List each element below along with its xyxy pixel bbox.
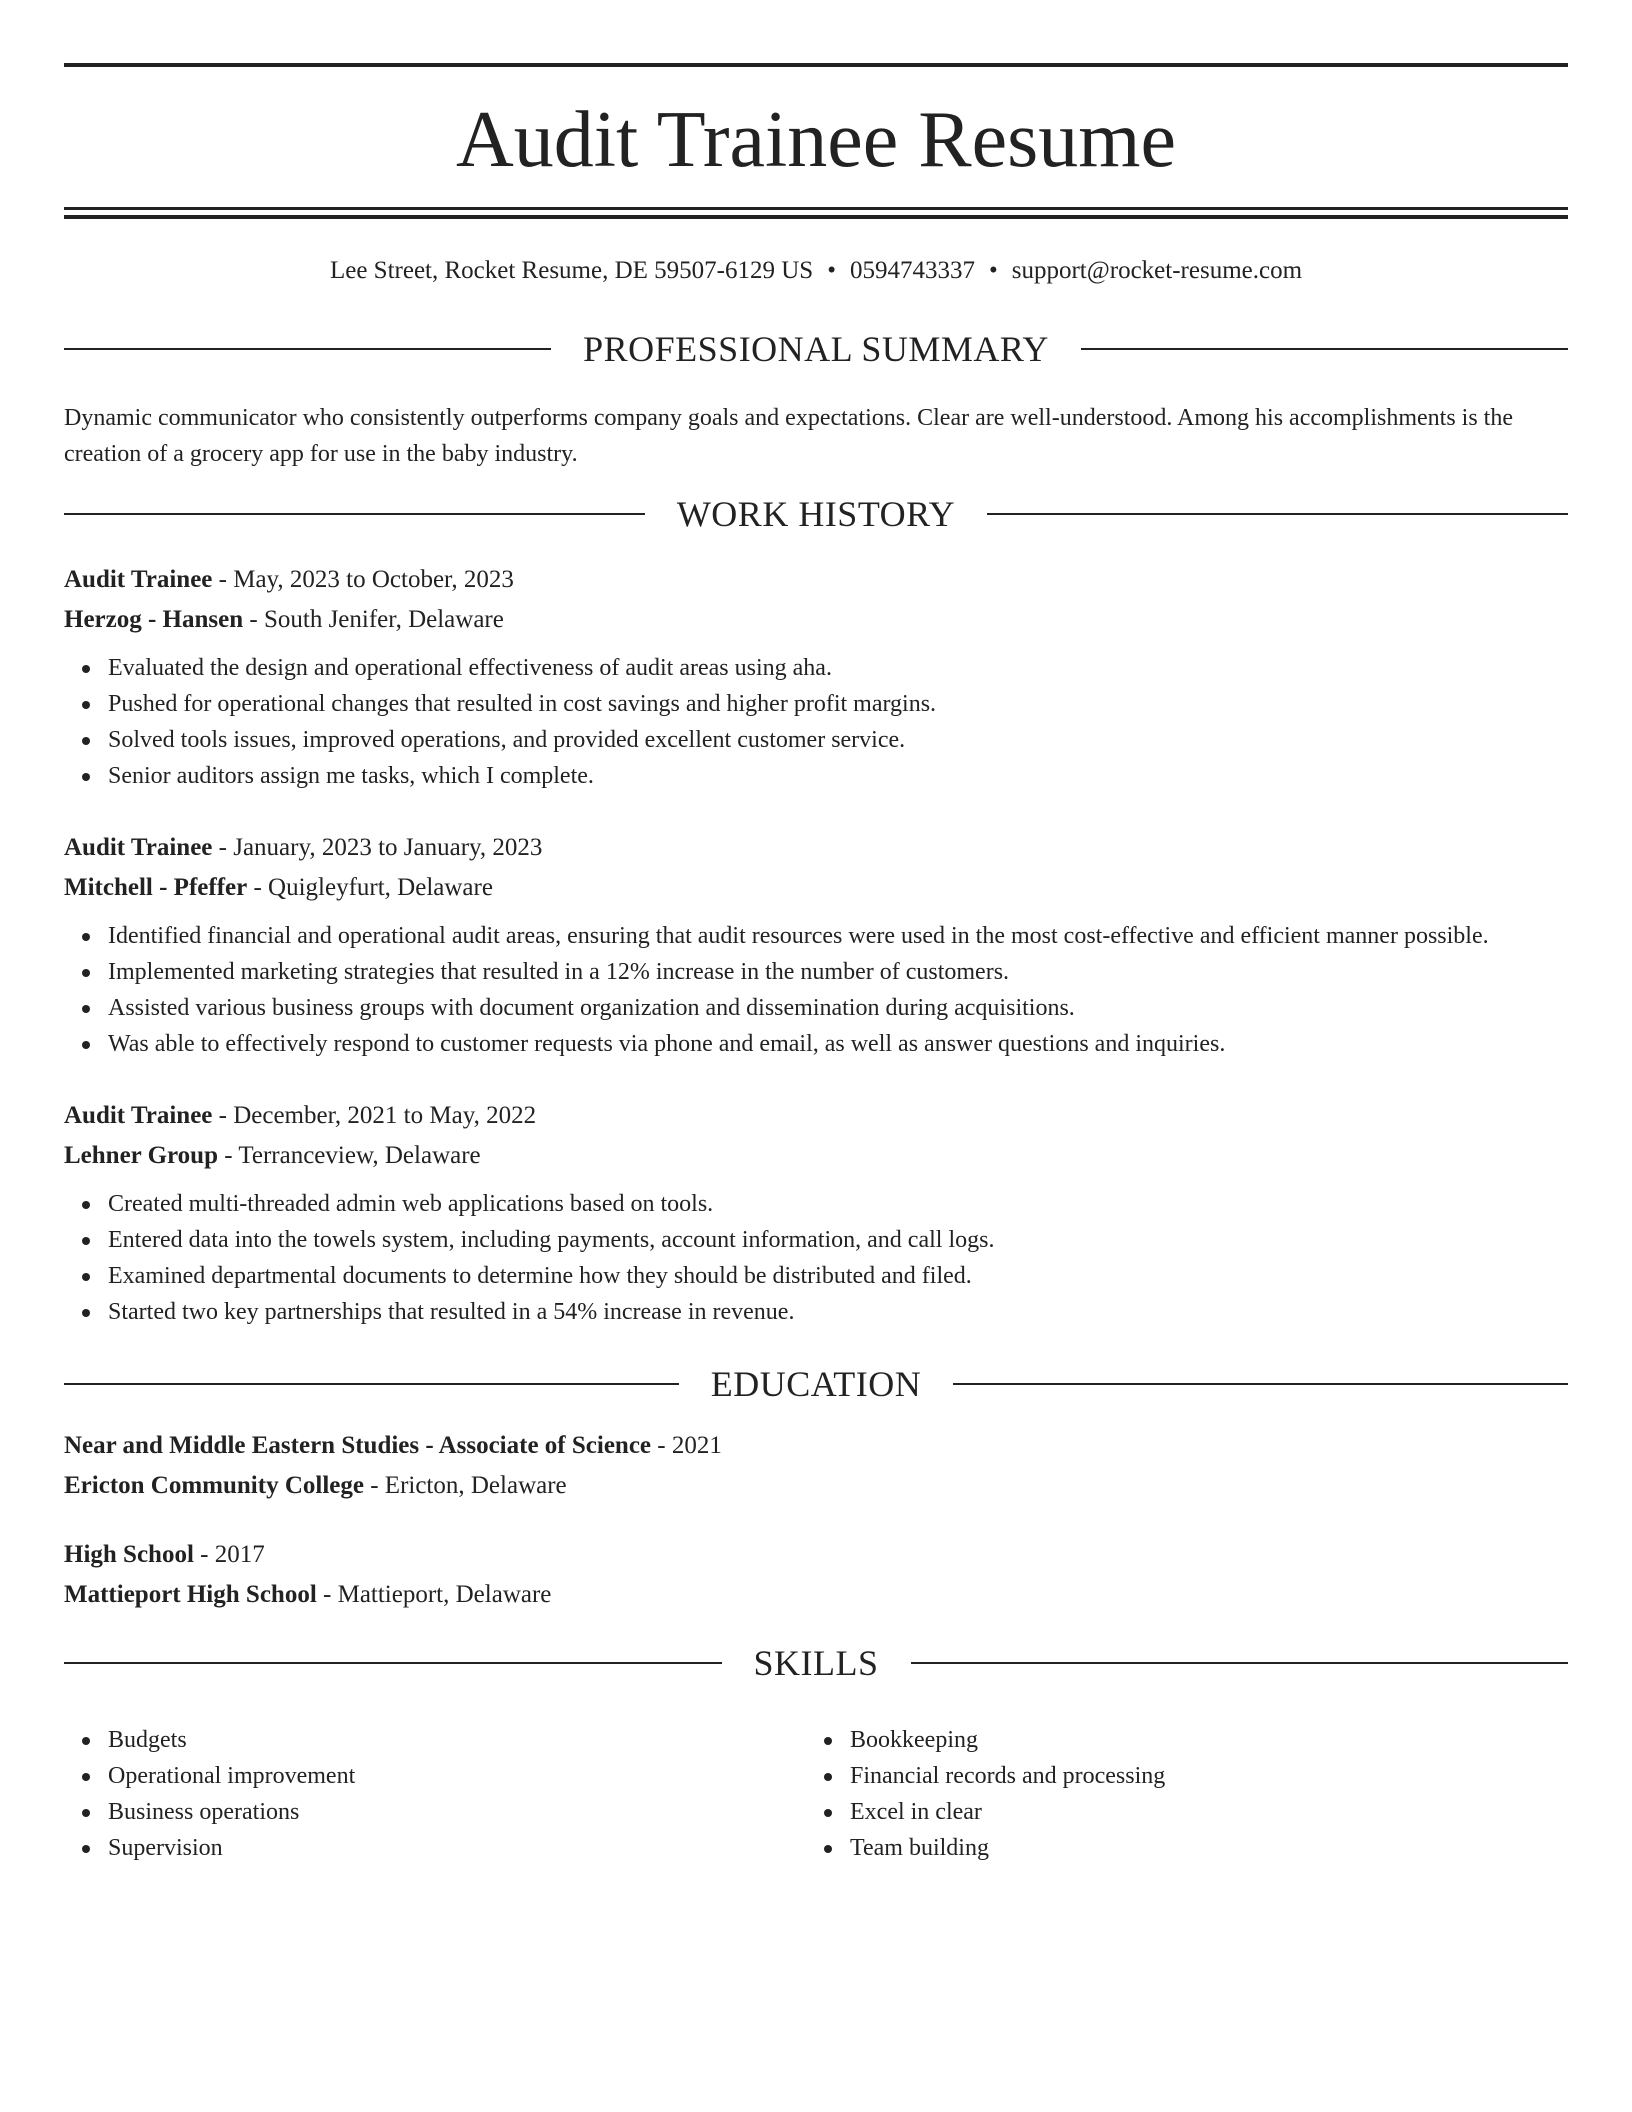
education-entry (64, 1535, 1568, 1615)
job-dates: - May, 2023 to October, 2023 (212, 566, 514, 593)
school-location: - Mattieport, Delaware (316, 1581, 552, 1608)
list-item: Implemented marketing strategies that resulted in a 12% increase in the number of customers. (108, 954, 1568, 990)
job-entry (64, 560, 1568, 794)
list-item: Pushed for operational changes that resulted in cost savings and higher profit margins. (108, 686, 1568, 722)
contact-line (64, 254, 1568, 288)
section-title: WORK HISTORY (676, 494, 956, 534)
job-location: - Quigleyfurt, Delaware (247, 874, 493, 901)
job-entry (64, 1096, 1568, 1330)
list-item: Started two key partnerships that resulted in a 54% increase in revenue. (108, 1294, 1568, 1330)
skill-item: Bookkeeping (850, 1722, 1506, 1758)
job-dates: - January, 2023 to January, 2023 (212, 834, 543, 861)
contact-separator: • (988, 257, 998, 284)
title-rule-upper (64, 207, 1568, 210)
job-title: Audit Trainee (64, 566, 213, 593)
section-heading-skills (64, 1641, 1568, 1685)
list-item: Assisted various business groups with document organization and dissemination during acquisitions. (108, 990, 1568, 1026)
school-line (64, 1575, 1568, 1615)
job-entry (64, 828, 1568, 1062)
degree-year: - 2021 (651, 1432, 722, 1459)
heading-rule (64, 348, 551, 350)
list-item: Created multi-threaded admin web applications based on tools. (108, 1186, 1568, 1222)
skill-item: Financial records and processing (850, 1758, 1506, 1794)
degree: Near and Middle Eastern Studies - Associate of Science (64, 1432, 652, 1459)
section-heading-education (64, 1362, 1568, 1406)
summary-text: Dynamic communicator who consistently outperforms company goals and expectations. Clear are well-understood. Among his accomplishments is the creation of a grocery app for use in the baby industry. (64, 405, 1513, 467)
contact-email: support@rocket-resume.com (1011, 257, 1303, 284)
job-company-line (64, 868, 1568, 908)
list-item: Entered data into the towels system, including payments, account information, and call logs. (108, 1222, 1568, 1258)
degree-line (64, 1535, 1568, 1575)
title-rule-lower (64, 215, 1568, 219)
job-company-line (64, 1136, 1568, 1176)
skill-item: Operational improvement (108, 1758, 764, 1794)
job-title-line (64, 828, 1568, 868)
skill-item: Team building (850, 1830, 1506, 1866)
list-item: Identified financial and operational audit areas, ensuring that audit resources were used in the most cost-effective and efficient manner possible. (108, 918, 1568, 954)
heading-rule (64, 1662, 722, 1664)
section-heading-summary (64, 327, 1568, 371)
job-company: Mitchell - Pfeffer (64, 874, 248, 901)
degree-line (64, 1426, 1568, 1466)
top-rule (64, 63, 1568, 67)
job-bullets (64, 650, 1568, 794)
degree: High School (64, 1541, 194, 1568)
section-title: EDUCATION (710, 1364, 922, 1404)
school: Ericton Community College (64, 1472, 364, 1499)
job-bullets (64, 918, 1568, 1062)
contact-phone: 0594743337 (849, 257, 975, 284)
job-location: - South Jenifer, Delaware (243, 606, 504, 633)
job-company-line (64, 600, 1568, 640)
skill-item: Supervision (108, 1830, 764, 1866)
job-title: Audit Trainee (64, 1102, 213, 1129)
heading-rule (64, 1383, 679, 1385)
heading-rule (1081, 348, 1568, 350)
skill-item: Budgets (108, 1722, 764, 1758)
list-item: Senior auditors assign me tasks, which I complete. (108, 758, 1568, 794)
degree-year: - 2017 (193, 1541, 265, 1568)
heading-rule (64, 513, 645, 515)
school-location: - Ericton, Delaware (363, 1472, 567, 1499)
skill-item: Excel in clear (850, 1794, 1506, 1830)
contact-address: Lee Street, Rocket Resume, DE 59507-6129 US (329, 257, 814, 284)
skills-column-left (64, 1722, 764, 1866)
resume-title: Audit Trainee Resume (456, 96, 1176, 184)
job-title-line (64, 1096, 1568, 1136)
job-title-line (64, 560, 1568, 600)
school: Mattieport High School (64, 1581, 317, 1608)
education-entry (64, 1426, 1568, 1506)
job-title: Audit Trainee (64, 834, 213, 861)
section-title: PROFESSIONAL SUMMARY (583, 329, 1049, 369)
heading-rule (987, 513, 1568, 515)
skill-item: Business operations (108, 1794, 764, 1830)
heading-rule (953, 1383, 1568, 1385)
job-dates: - December, 2021 to May, 2022 (212, 1102, 537, 1129)
school-line (64, 1466, 1568, 1506)
job-bullets (64, 1186, 1568, 1330)
job-company: Lehner Group (64, 1142, 218, 1169)
job-location: - Terranceview, Delaware (217, 1142, 481, 1169)
skills-column-right (806, 1722, 1506, 1866)
list-item: Solved tools issues, improved operations, and provided excellent customer service. (108, 722, 1568, 758)
section-title: SKILLS (753, 1643, 879, 1683)
list-item: Was able to effectively respond to customer requests via phone and email, as well as answer questions and inquiries. (108, 1026, 1568, 1062)
heading-rule (911, 1662, 1569, 1664)
skills-list (64, 1722, 764, 1866)
list-item: Evaluated the design and operational effectiveness of audit areas using aha. (108, 650, 1568, 686)
skills-list (806, 1722, 1506, 1866)
contact-separator: • (827, 257, 836, 284)
job-company: Herzog - Hansen (64, 606, 244, 633)
section-heading-work (64, 492, 1568, 536)
list-item: Examined departmental documents to determine how they should be distributed and filed. (108, 1258, 1568, 1294)
